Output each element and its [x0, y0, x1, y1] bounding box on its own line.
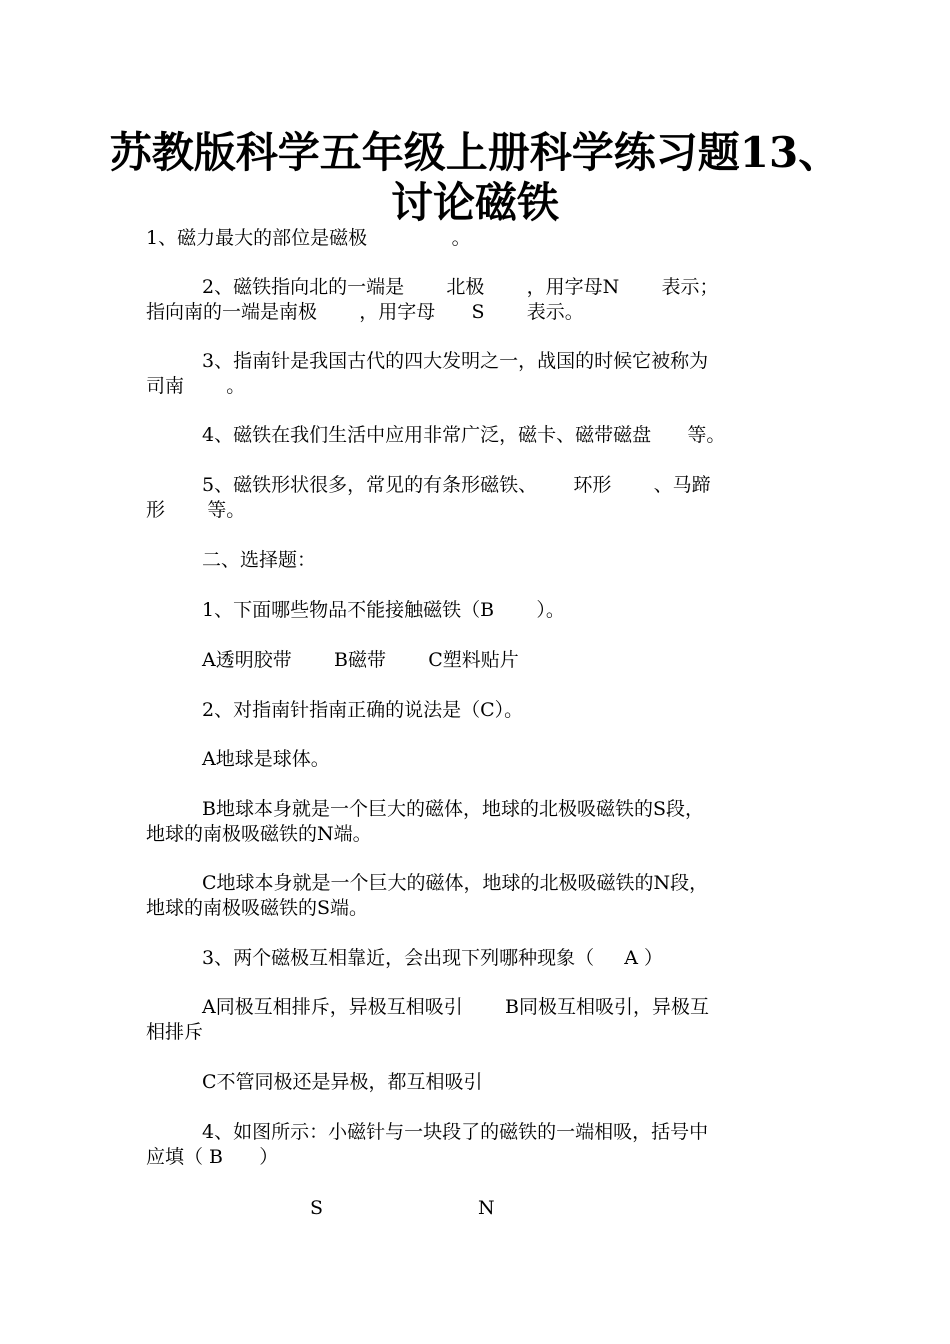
fill-in-question-4: 4、磁铁在我们生活中应用非常广泛，磁卡、磁带磁盘 等。 — [202, 424, 726, 446]
document-title-line-1: 苏教版科学五年级上册科学练习题13、 — [109, 128, 841, 177]
fill-in-question-1: 1、磁力最大的部位是磁极 。 — [146, 227, 471, 249]
choice-question-3-options-line-1: A同极互相排斥，异极互相吸引 B同极互相吸引，异极互 — [202, 996, 709, 1018]
choice-question-1: 1、下面哪些物品不能接触磁铁（B ）。 — [202, 599, 565, 621]
choice-question-4-line-2: 应填（ B ） — [146, 1146, 279, 1168]
fill-in-question-2-line-1: 2、磁铁指向北的一端是 北极 ，用字母N 表示； — [202, 276, 719, 298]
choice-question-2-option-c-line-2: 地球的南极吸磁铁的S端。 — [146, 897, 369, 919]
choice-question-3-options-line-2: 相排斥 — [146, 1021, 204, 1043]
choice-question-3-option-c: C不管同极还是异极，都互相吸引 — [202, 1071, 483, 1093]
choice-question-2: 2、对指南针指南正确的说法是（C）。 — [202, 699, 524, 721]
document-title-line-2: 讨论磁铁 — [390, 178, 559, 227]
choice-question-2-option-b-line-2: 地球的南极吸磁铁的N端。 — [146, 823, 372, 845]
fill-in-question-3-line-2: 司南 。 — [146, 375, 246, 397]
fill-in-question-3-line-1: 3、指南针是我国古代的四大发明之一，战国的时候它被称为 — [202, 350, 709, 372]
fill-in-question-2-line-2: 指向南的一端是南极 ，用字母 S 表示。 — [146, 301, 584, 323]
choice-question-1-options: A透明胶带 B磁带 C塑料贴片 — [202, 649, 519, 671]
choice-question-3: 3、两个磁极互相靠近，会出现下列哪种现象（ A ） — [202, 947, 664, 969]
choice-question-2-option-a: A地球是球体。 — [202, 748, 330, 770]
choice-question-2-option-c-line-1: C地球本身就是一个巨大的磁体，地球的北极吸磁铁的N段， — [202, 872, 709, 894]
section-2-heading: 二、选择题： — [202, 549, 317, 571]
magnet-figure-label-n: N — [478, 1197, 495, 1219]
fill-in-question-5-line-1: 5、磁铁形状很多，常见的有条形磁铁、 环形 、马蹄 — [202, 474, 711, 496]
choice-question-4-line-1: 4、如图所示：小磁针与一块段了的磁铁的一端相吸，括号中 — [202, 1121, 709, 1143]
magnet-figure-label-s: S — [310, 1197, 324, 1219]
choice-question-2-option-b-line-1: B地球本身就是一个巨大的磁体，地球的北极吸磁铁的S段， — [202, 798, 704, 820]
fill-in-question-5-line-2: 形 等。 — [146, 499, 246, 521]
